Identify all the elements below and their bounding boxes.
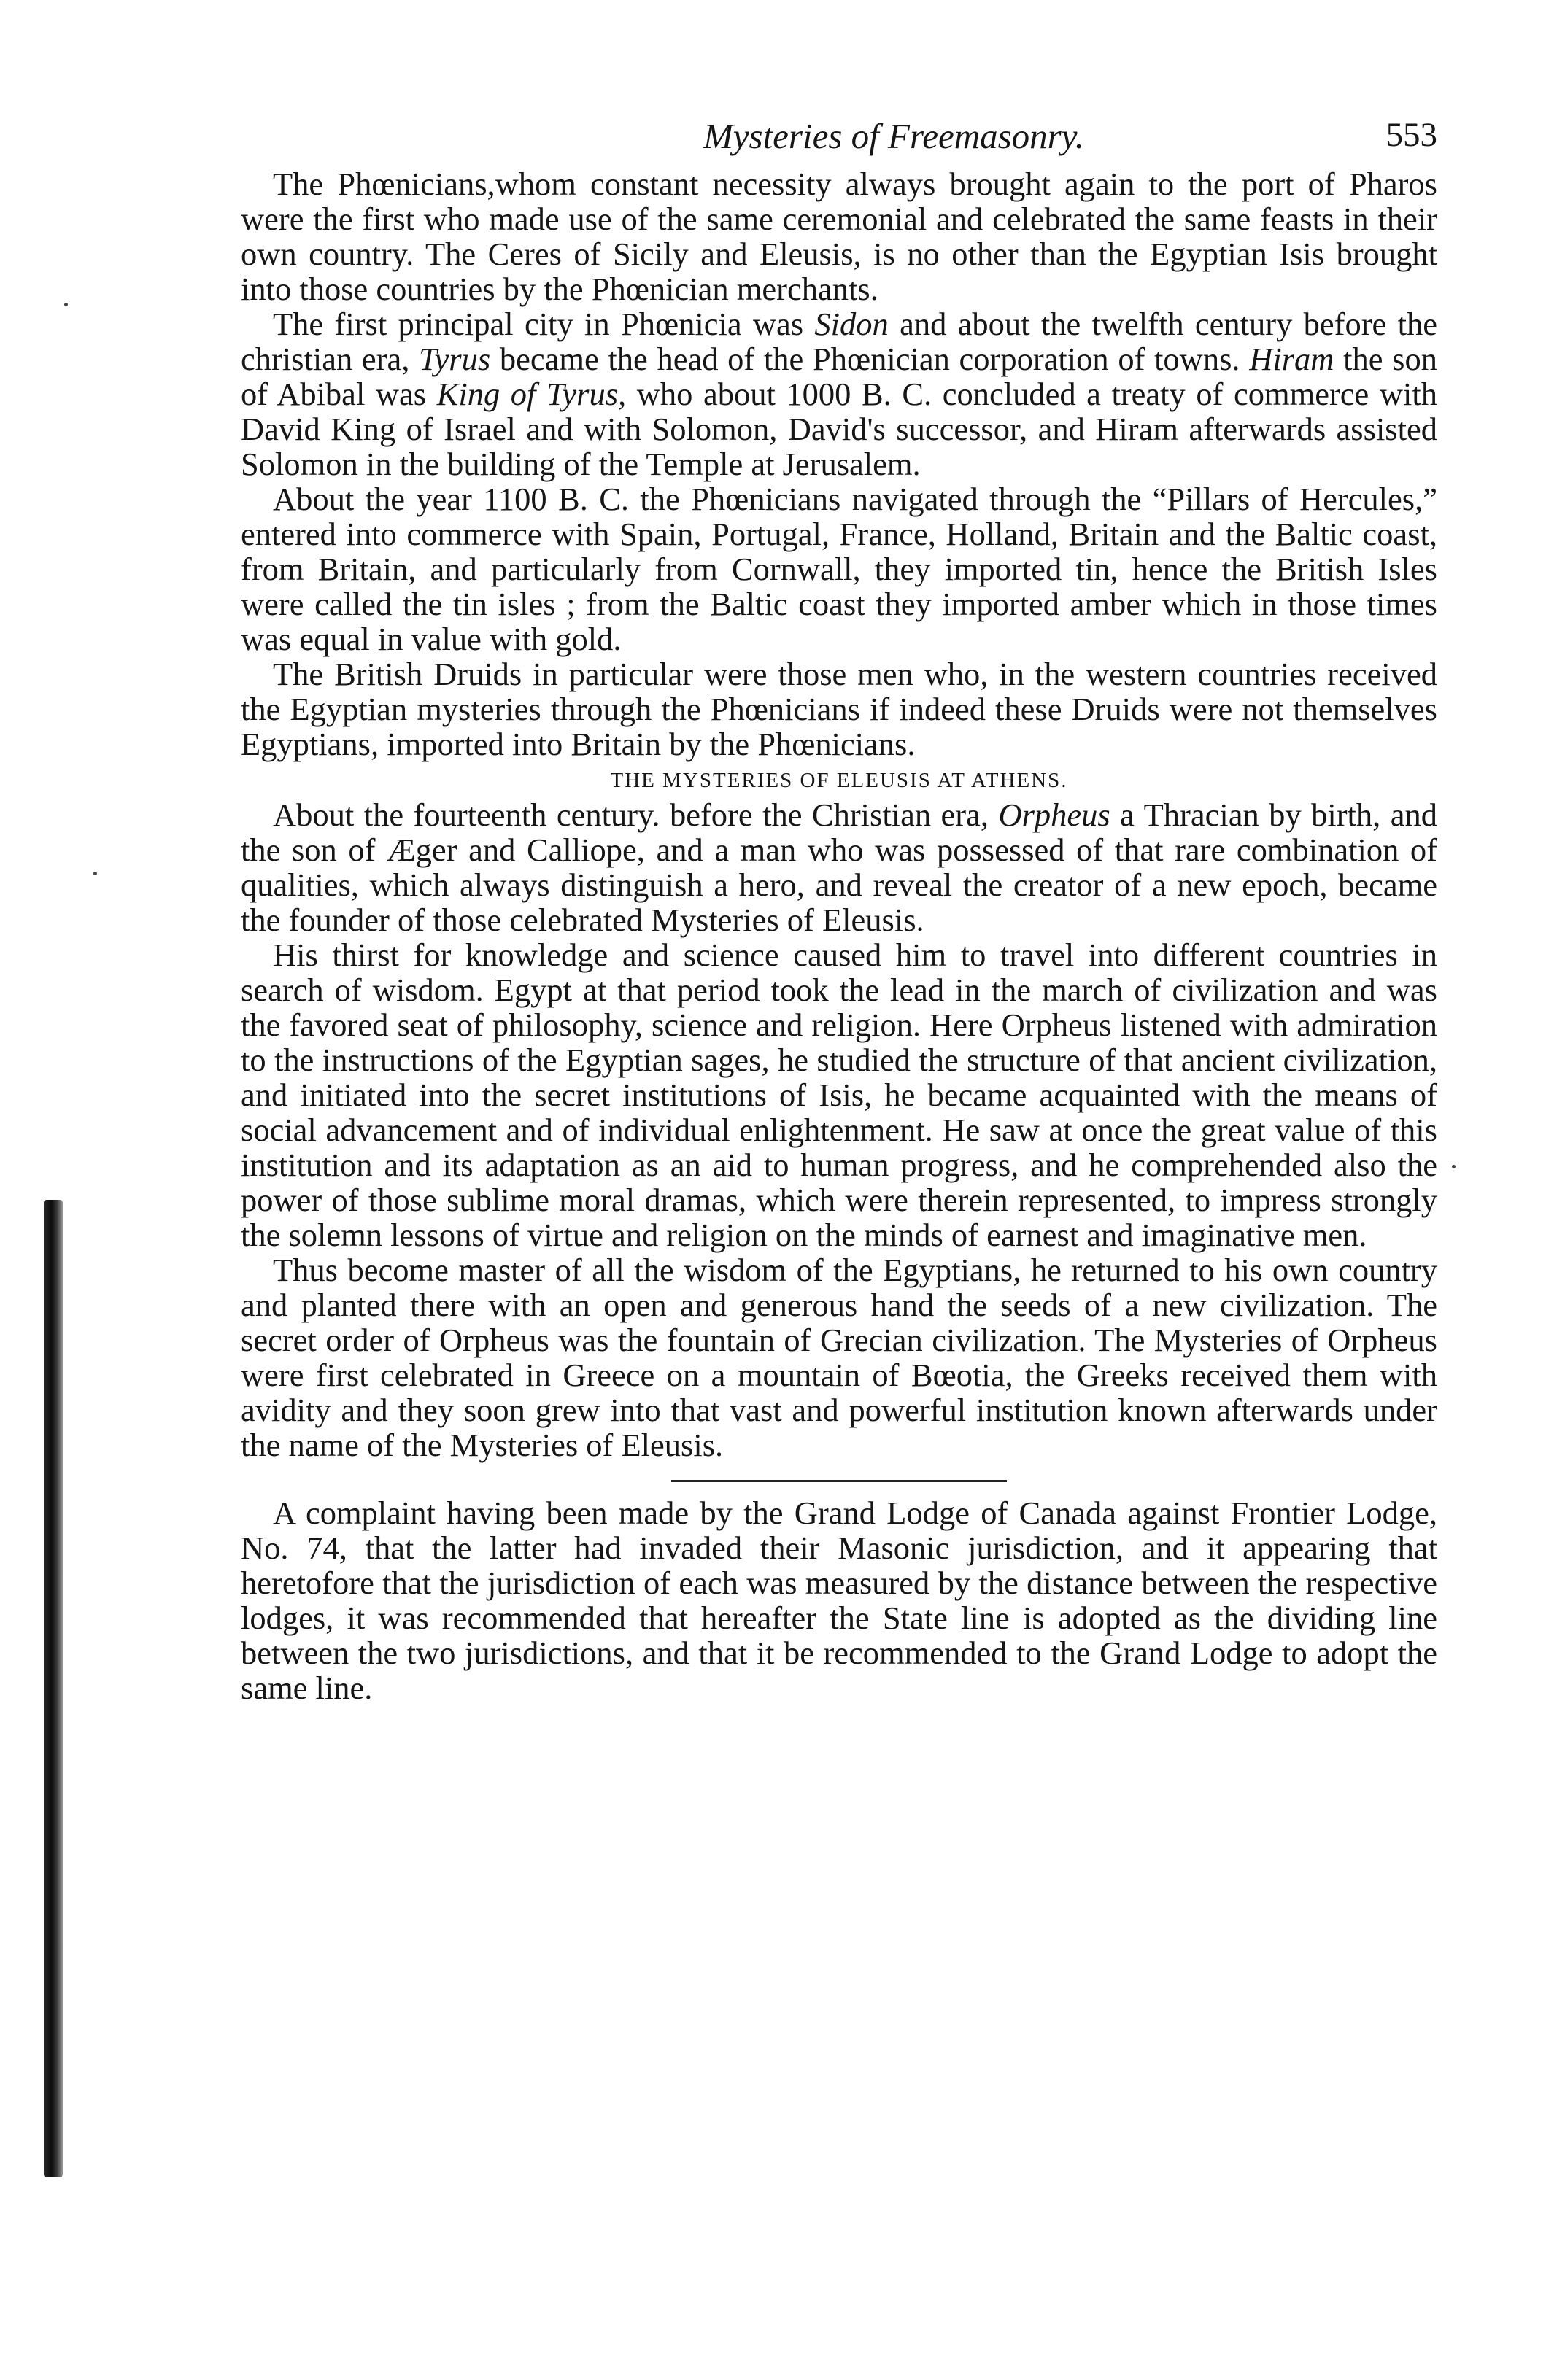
text-run: who about 1000 B. C. concluded a treaty of commerce with David King of Israel and with Solomon, David's successor, and Hiram afterwards assisted Solomon in the building of the Temple at Jerusalem. xyxy=(241,376,1437,482)
paragraph xyxy=(241,306,1437,481)
closing-text xyxy=(241,1495,1437,1705)
book-page xyxy=(241,102,1437,1705)
text-run: The British Druids in particular were those men who, in the western countries received the Egyptian mysteries through the Phœnicians if indeed these Druids were not themselves Egyptians, imported into Britain by the Phœnicians. xyxy=(241,656,1437,762)
paragraph xyxy=(241,481,1437,656)
text-run: About the fourteenth century. before the Christian era, xyxy=(273,796,999,833)
separator-rule xyxy=(671,1480,1007,1482)
text-run: A complaint having been made by the Grand Lodge of Canada against Frontier Lodge, No. 74, that the latter had invaded their Masonic jurisdiction, and it appearing that heretofore that the jurisdiction of each was measured by the distance between the respective lodges, it was recommended that hereafter the State line is adopted as the dividing line between the two jurisdictions, and that it be recommended to the Grand Lodge to adopt the same line. xyxy=(241,1495,1437,1706)
page-number: 553 xyxy=(1385,116,1437,154)
section-paragraph xyxy=(241,797,1437,937)
italic-text: Sidon xyxy=(814,306,889,342)
text-run: became the head of the Phœnician corporation of towns. xyxy=(490,341,1250,377)
text-run: The Phœnicians,whom constant necessity always brought again to the port of Pharos were the first who made use of the same ceremonial and celebrated the same feasts in their own country. The Ceres of Sicily and Eleusis, is no other than the Egyptian Isis brought into those countries by the Phœnician merchants. xyxy=(241,166,1437,307)
section-paragraph xyxy=(241,937,1437,1252)
text-run: and about the twelfth century before the christian era, xyxy=(241,306,1437,377)
paragraph xyxy=(241,656,1437,761)
section-paragraph xyxy=(241,1252,1437,1462)
italic-text: Hiram xyxy=(1249,341,1334,377)
section-text xyxy=(241,797,1437,1462)
text-run: About the year 1100 B. C. the Phœnicians navigated through the “Pillars of Hercules,” entered into commerce with Spain, Portugal, France, Holland, Britain and the Baltic coast, from Britain, and particularly from Cornwall, they imported tin, hence the British Isles were called the tin isles ; from the Baltic coast they imported amber which in those times was equal in value with gold. xyxy=(241,481,1437,657)
text-run: The first principal city in Phœnicia was xyxy=(273,306,815,342)
text-run: Thus become master of all the wisdom of the Egyptians, he returned to his own country and planted there with an open and generous hand the seeds of a new civilization. The secret order of Orpheus was the fountain of Grecian civilization. The Mysteries of Orpheus were first celebrated in Greece on a mountain of Bœotia, the Greeks received them with avidity and they soon grew into that vast and powerful institution known afterwards under the name of the Mysteries of Eleusis. xyxy=(241,1252,1437,1463)
section-heading: THE MYSTERIES OF ELEUSIS AT ATHENS. xyxy=(610,769,1068,792)
running-header xyxy=(241,102,1437,166)
paragraph xyxy=(241,166,1437,306)
text-run: the son of Abibal was xyxy=(241,341,1437,412)
text-run: His thirst for knowledge and science caused him to travel into different countries in search of wisdom. Egypt at that period took the lead in the march of civilization and was the favored seat of philosophy, science and religion. Here Orpheus listened with admiration to the instructions of the Egyptian sages, he studied the structure of that ancient civilization, and initiated into the secret institutions of Isis, he became acquainted with the means of social advancement and of individual enlightenment. He saw at once the great value of this institution and its adaptation as an aid to human progress, and he comprehended also the power of those sublime moral dramas, which were therein represented, to impress strongly the solemn lessons of virtue and religion on the minds of earnest and imaginative men. xyxy=(241,937,1437,1253)
italic-text: King of Tyrus, xyxy=(436,376,627,412)
text-run: a Thracian by birth, and the son of Æger and Calliope, and a man who was possessed of that rare combination of qualities, which always distinguish a hero, and reveal the creator of a new epoch, became the founder of those celebrated Mysteries of Eleusis. xyxy=(241,796,1437,938)
italic-text: Tyrus xyxy=(419,341,491,377)
closing-paragraph xyxy=(241,1495,1437,1705)
running-title: Mysteries of Freemasonry. xyxy=(703,116,1085,156)
italic-text: Orpheus xyxy=(998,796,1110,833)
binding-shadow xyxy=(44,1200,63,2177)
body-text xyxy=(241,166,1437,761)
